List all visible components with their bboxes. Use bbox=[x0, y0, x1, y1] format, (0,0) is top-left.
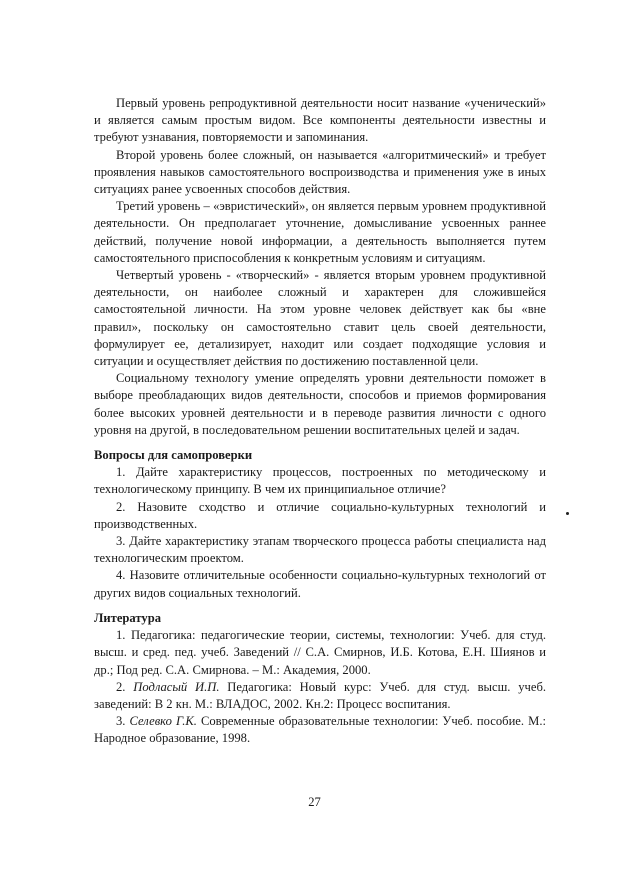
question-item: 3. Дайте характеристику этапам творческого процесса работы специалиста над технологическим проектом. bbox=[94, 534, 546, 566]
page-body bbox=[94, 95, 546, 748]
paragraph-technologist: Социальному технологу умение определять уровни деятельности поможет в выборе преобладающих видов деятельности, способов и приемов формирования более высоких уровней деятельности и в переводе развития личности с одного уровня на другой, в последовательном решении воспитательных целей и задач. bbox=[94, 371, 546, 437]
literature-heading: Литература bbox=[94, 610, 162, 625]
paragraph-level-2: Второй уровень более сложный, он называется «алгоритмический» и требует проявления навыков самостоятельного воспроизводства и применения уже в иных ситуациях ранее усвоенных способов действия. bbox=[94, 147, 546, 197]
literature-number: 2. bbox=[116, 679, 134, 694]
literature-item bbox=[94, 713, 546, 747]
literature-text: Современные образовательные технологии: Учеб. пособие. М.: Народное образование, 1998. bbox=[94, 714, 546, 746]
literature-item bbox=[94, 679, 546, 713]
literature-number: 1. bbox=[116, 628, 131, 643]
literature-item bbox=[94, 627, 546, 679]
paragraph-level-1: Первый уровень репродуктивной деятельности носит название «ученический» и является самым простым видом. Все компоненты деятельности известны и требуют узнавания, повторяемости и запоминания. bbox=[94, 96, 546, 145]
literature-text: Педагогика: Новый курс: Учеб. для студ. высш. учеб. заведений: В 2 кн. М.: ВЛАДОС, 2002. Кн.2: Процесс воспитания. bbox=[94, 679, 547, 711]
paragraph-level-3: Третий уровень – «эвристический», он является первым уровнем продуктивной деятельности. Он предполагает уточнение, домысливание усвоенных раннее действий, получение новой информации, а деятельность выполняется путем самостоятельного приспособления к конкретным условиям и ситуациям. bbox=[94, 199, 546, 265]
literature-number: 3. bbox=[116, 714, 130, 729]
literature-author: Подласый И.П. bbox=[133, 679, 220, 694]
page-number: 27 bbox=[308, 795, 321, 809]
scan-speck bbox=[566, 512, 569, 515]
question-item: 4. Назовите отличительные особенности социально-культурных технологий от других видов социальных технологий. bbox=[94, 568, 546, 600]
question-item: 2. Назовите сходство и отличие социально-культурных технологий и производственных. bbox=[94, 499, 546, 531]
literature-text: Педагогика: педагогические теории, системы, технологии: Учеб. для студ. высш. и сред. пед. учеб. Заведений // С.А. Смирнов, И.Б. Котова, Е.Н. Шиянов и др.; Под ред. С.А. Смирнова. – М.: Академия, 2000. bbox=[94, 628, 546, 677]
questions-heading: Вопросы для самопроверки bbox=[94, 448, 253, 463]
paragraph-level-4: Четвертый уровень - «творческий» - является вторым уровнем продуктивной деятельности, он наиболее сложный и характерен для сложившейся самостоятельной личности. На этом уровне человек действует как бы «вне правил», поскольку он самостоятельно ставит цель своей деятельности, формулирует ее, детализирует, находит или создает подходящие условия и ситуации и осуществляет действия по достижению поставленной цели. bbox=[94, 268, 546, 369]
literature-author: Селевко Г.К. bbox=[129, 714, 197, 729]
question-item: 1. Дайте характеристику процессов, построенных по методическому и технологическому принципу. В чем их принципиальное отличие? bbox=[94, 465, 546, 497]
